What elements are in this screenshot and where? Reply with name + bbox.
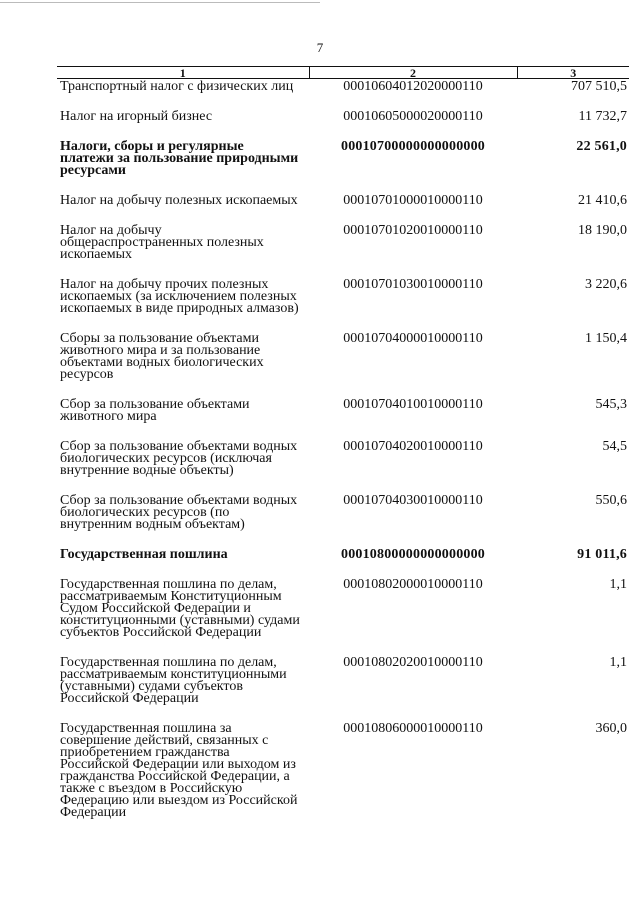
table-row bbox=[57, 399, 629, 441]
header-col-1: 1 bbox=[57, 67, 309, 79]
row-name-cell: Налог на добычу полезных ископаемых bbox=[60, 193, 298, 208]
row-code-cell: 00010701030010000110 bbox=[343, 277, 483, 292]
table-row bbox=[57, 79, 629, 112]
row-name-cell: Налог на добычу общераспространенных полезных ископаемых bbox=[60, 223, 264, 262]
table-row bbox=[57, 225, 629, 279]
table-row bbox=[57, 495, 629, 549]
row-amount-cell: 1,1 bbox=[609, 655, 627, 670]
row-code-cell: 00010704010010000110 bbox=[343, 397, 483, 412]
table-row bbox=[57, 723, 629, 837]
row-amount-cell: 707 510,5 bbox=[571, 79, 627, 94]
row-name-cell: Транспортный налог с физических лиц bbox=[60, 79, 294, 94]
row-name-cell: Налог на добычу прочих полезных ископаемых (за исключением полезных ископаемых в виде природных алмазов) bbox=[60, 277, 299, 316]
row-code-cell: 00010704030010000110 bbox=[343, 493, 483, 508]
row-code-cell: 00010704020010000110 bbox=[343, 439, 483, 454]
budget-table bbox=[57, 66, 629, 837]
row-amount-cell: 545,3 bbox=[595, 397, 627, 412]
table-row bbox=[57, 333, 629, 399]
row-name-cell: Сбор за пользование объектами водных биологических ресурсов (исключая внутренние водные объекты) bbox=[60, 439, 298, 478]
row-amount-cell: 91 011,6 bbox=[577, 547, 627, 562]
row-code-cell: 00010701000010000110 bbox=[343, 193, 483, 208]
row-code-cell: 00010704000010000110 bbox=[343, 331, 483, 346]
table-body bbox=[57, 79, 629, 838]
table-row bbox=[57, 579, 629, 657]
row-amount-cell: 22 561,0 bbox=[576, 139, 627, 154]
row-amount-cell: 360,0 bbox=[595, 721, 627, 736]
row-name-cell: Государственная пошлина по делам, рассматриваемым Конституционным Судом Российской Федерации и конституционными (уставными) судами субъектов Российской Федерации bbox=[60, 577, 300, 640]
row-amount-cell: 3 220,6 bbox=[585, 277, 627, 292]
row-name-cell: Сбор за пользование объектами животного мира bbox=[60, 397, 250, 424]
table-header bbox=[57, 67, 629, 79]
row-name-cell: Налоги, сборы и регулярные платежи за пользование природными ресурсами bbox=[60, 139, 299, 178]
table-row bbox=[57, 195, 629, 225]
table-row bbox=[57, 279, 629, 333]
row-name-cell: Сбор за пользование объектами водных биологических ресурсов (по внутренним водным объектам) bbox=[60, 493, 298, 532]
row-name-cell: Государственная пошлина за совершение действий, связанных с приобретением гражданства Российской Федерации или выходом из гражданства Российской Федерации, а также с въездом в Российскую Федерацию или выездом из Российской Федерации bbox=[60, 721, 298, 820]
row-code-cell: 00010605000020000110 bbox=[343, 109, 483, 124]
table-row bbox=[57, 111, 629, 141]
row-code-cell: 00010802020010000110 bbox=[343, 655, 483, 670]
row-name-cell: Государственная пошлина bbox=[60, 547, 228, 562]
row-amount-cell: 1 150,4 bbox=[585, 331, 627, 346]
row-code-cell: 00010700000000000000 bbox=[341, 139, 485, 154]
top-rule bbox=[0, 2, 320, 3]
header-row bbox=[57, 67, 629, 79]
row-amount-cell: 18 190,0 bbox=[578, 223, 627, 238]
table-row bbox=[57, 657, 629, 723]
row-amount-cell: 550,6 bbox=[595, 493, 627, 508]
page-number: 7 bbox=[316, 40, 324, 55]
header-col-3: 3 bbox=[517, 67, 629, 79]
row-amount-cell: 54,5 bbox=[602, 439, 627, 454]
row-amount-cell: 11 732,7 bbox=[578, 109, 627, 124]
row-code-cell: 00010806000010000110 bbox=[343, 721, 483, 736]
row-code-cell: 00010701020010000110 bbox=[343, 223, 483, 238]
row-amount-cell: 21 410,6 bbox=[578, 193, 627, 208]
row-name-cell: Государственная пошлина по делам, рассматриваемым конституционными (уставными) судами субъектов Российской Федерации bbox=[60, 655, 287, 706]
row-amount-cell: 1,1 bbox=[609, 577, 627, 592]
table-row bbox=[57, 141, 629, 195]
row-name-cell: Сборы за пользование объектами животного мира и за пользование объектами водных биологических ресурсов bbox=[60, 331, 264, 382]
row-name-cell: Налог на игорный бизнес bbox=[60, 109, 213, 124]
header-col-2: 2 bbox=[309, 67, 517, 79]
row-code-cell: 00010800000000000000 bbox=[341, 547, 485, 562]
row-code-cell: 00010802000010000110 bbox=[343, 577, 483, 592]
row-code-cell: 00010604012020000110 bbox=[343, 79, 483, 94]
table-row bbox=[57, 549, 629, 579]
table-row bbox=[57, 441, 629, 495]
